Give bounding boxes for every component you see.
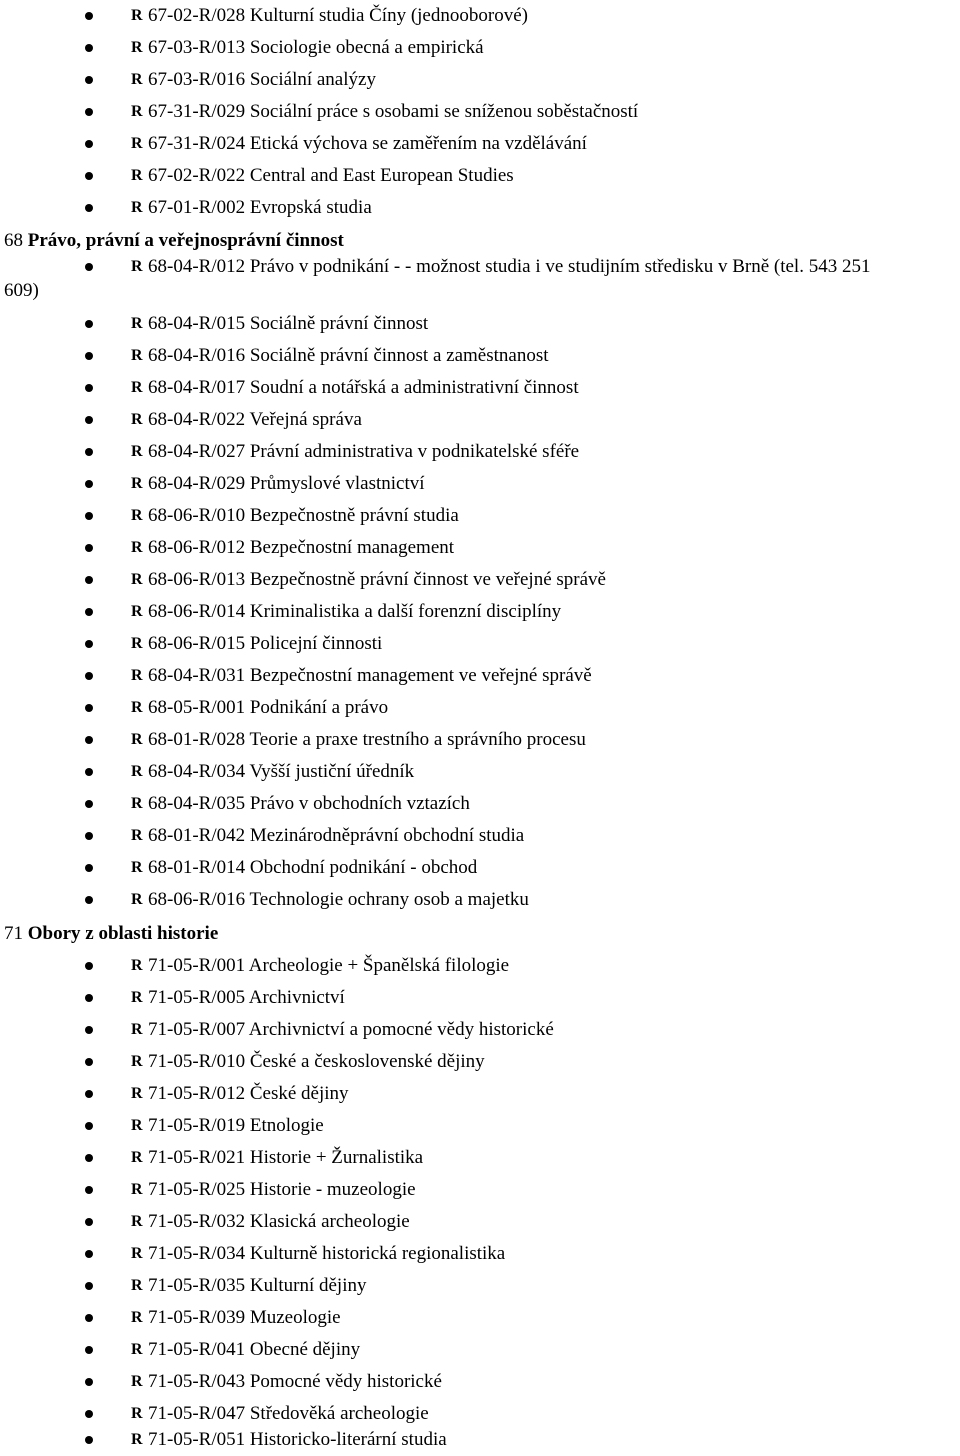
- bullet-icon: [85, 704, 93, 712]
- list-item: [0, 436, 960, 468]
- bullet-icon: [85, 320, 93, 328]
- bullet-icon: [85, 736, 93, 744]
- item-prefix: R: [131, 1149, 143, 1166]
- item-prefix: R: [131, 1213, 143, 1230]
- bullet-icon: [85, 384, 93, 392]
- item-text: 71-05-R/035 Kulturní dějiny: [148, 1275, 367, 1296]
- bullet-icon: [85, 864, 93, 872]
- list-item: [0, 982, 960, 1014]
- bullet-icon: [85, 204, 93, 212]
- item-text: 67-31-R/029 Sociální práce s osobami se sníženou soběstačností: [148, 101, 639, 122]
- list-item: [0, 724, 960, 756]
- item-prefix: R: [131, 603, 143, 620]
- list-item: [0, 788, 960, 820]
- item-prefix: R: [131, 699, 143, 716]
- item-text: 68-05-R/001 Podnikání a právo: [148, 697, 389, 718]
- list-item: [0, 0, 960, 32]
- item-prefix: R: [131, 1245, 143, 1262]
- list-item: [0, 468, 960, 500]
- bullet-icon: [85, 1436, 93, 1444]
- list-item: [0, 1366, 960, 1398]
- bullet-icon: [85, 640, 93, 648]
- item-text: 71-05-R/041 Obecné dějiny: [148, 1339, 361, 1360]
- item-prefix: R: [131, 315, 143, 332]
- list-item: [0, 1014, 960, 1046]
- bullet-icon: [85, 768, 93, 776]
- item-text: 71-05-R/010 České a československé dějiny: [148, 1051, 485, 1072]
- bullet-icon: [85, 994, 93, 1002]
- list-item: [0, 1302, 960, 1334]
- list-item: [0, 1078, 960, 1110]
- bullet-icon: [85, 172, 93, 180]
- list-item: [0, 596, 960, 628]
- item-text: 68-04-R/017 Soudní a notářská a administrativní činnost: [148, 377, 579, 398]
- item-prefix: R: [131, 135, 143, 152]
- item-prefix: R: [131, 475, 143, 492]
- list-item: [0, 500, 960, 532]
- item-text: 71-05-R/005 Archivnictví: [148, 987, 345, 1008]
- item-text: 68-06-R/015 Policejní činnosti: [148, 633, 383, 654]
- item-prefix: R: [131, 827, 143, 844]
- item-text: 68-04-R/015 Sociálně právní činnost: [148, 313, 429, 334]
- item-prefix: R: [131, 1341, 143, 1358]
- item-prefix: R: [131, 1277, 143, 1294]
- item-prefix: R: [131, 379, 143, 396]
- item-prefix: R: [131, 103, 143, 120]
- item-prefix: R: [131, 1021, 143, 1038]
- bullet-icon: [85, 1282, 93, 1290]
- item-prefix: R: [131, 1181, 143, 1198]
- list-item: [0, 852, 960, 884]
- item-prefix: R: [131, 1117, 143, 1134]
- bullet-icon: [85, 140, 93, 148]
- bullet-icon: [85, 44, 93, 52]
- bullet-icon: [85, 608, 93, 616]
- item-prefix: R: [131, 859, 143, 876]
- bullet-icon: [85, 1186, 93, 1194]
- bullet-icon: [85, 672, 93, 680]
- item-text: 68-06-R/014 Kriminalistika a další forenzní disciplíny: [148, 601, 562, 622]
- bullet-icon: [85, 512, 93, 520]
- section-title: Právo, právní a veřejnosprávní činnost: [27, 230, 344, 251]
- bullet-icon: [85, 1058, 93, 1066]
- item-text: 68-04-R/035 Právo v obchodních vztazích: [148, 793, 470, 814]
- item-text: 67-02-R/022 Central and East European Studies: [148, 165, 514, 186]
- list-item: [0, 372, 960, 404]
- item-text: 68-01-R/042 Mezinárodněprávní obchodní studia: [148, 825, 525, 846]
- list-item: [0, 1270, 960, 1302]
- list-item: [0, 756, 960, 788]
- item-text: 67-03-R/013 Sociologie obecná a empirická: [148, 37, 484, 58]
- item-prefix: R: [131, 258, 143, 275]
- list-item: [0, 628, 960, 660]
- item-prefix: R: [131, 763, 143, 780]
- bullet-icon: [85, 1026, 93, 1034]
- item-text: 68-04-R/034 Vyšší justiční úředník: [148, 761, 415, 782]
- item-text: 71-05-R/047 Středověká archeologie: [148, 1403, 429, 1424]
- item-prefix: R: [131, 731, 143, 748]
- item-prefix: R: [131, 1309, 143, 1326]
- item-text: 68-01-R/028 Teorie a praxe trestního a správního procesu: [148, 729, 586, 750]
- item-prefix: R: [131, 989, 143, 1006]
- bullet-icon: [85, 12, 93, 20]
- item-prefix: R: [131, 443, 143, 460]
- item-text: 71-05-R/012 České dějiny: [148, 1083, 349, 1104]
- list-item: [0, 64, 960, 96]
- item-text: 71-05-R/019 Etnologie: [148, 1115, 324, 1136]
- item-text: 68-06-R/013 Bezpečnostně právní činnost ve veřejné správě: [148, 569, 606, 590]
- bullet-icon: [85, 108, 93, 116]
- item-prefix: R: [131, 1431, 143, 1448]
- item-text: 68-04-R/016 Sociálně právní činnost a zaměstnanost: [148, 345, 549, 366]
- item-text: 71-05-R/039 Muzeologie: [148, 1307, 341, 1328]
- list-item: [0, 1174, 960, 1206]
- item-text: 67-02-R/028 Kulturní studia Číny (jednooborové): [148, 5, 528, 26]
- item-text: 71-05-R/051 Historicko-literární studia: [148, 1429, 447, 1450]
- item-text: 68-04-R/031 Bezpečnostní management ve veřejné správě: [148, 665, 592, 686]
- item-prefix: R: [131, 1405, 143, 1422]
- item-prefix: R: [131, 667, 143, 684]
- bullet-icon: [85, 1346, 93, 1354]
- list-item: [0, 884, 960, 916]
- bullet-icon: [85, 832, 93, 840]
- item-text: 71-05-R/034 Kulturně historická regionalistika: [148, 1243, 506, 1264]
- item-text: 67-31-R/024 Etická výchova se zaměřením na vzdělávání: [148, 133, 587, 154]
- list-item: [0, 532, 960, 564]
- bullet-icon: [85, 1154, 93, 1162]
- item-text-continued: 609): [4, 280, 39, 301]
- list-item: [0, 1206, 960, 1238]
- bullet-icon: [85, 962, 93, 970]
- list-item: [0, 160, 960, 192]
- item-text: 71-05-R/025 Historie - muzeologie: [148, 1179, 416, 1200]
- bullet-icon: [85, 416, 93, 424]
- list-item: [0, 692, 960, 724]
- bullet-icon: [85, 576, 93, 584]
- bullet-icon: [85, 544, 93, 552]
- bullet-icon: [85, 1378, 93, 1386]
- item-text: 68-04-R/029 Průmyslové vlastnictví: [148, 473, 425, 494]
- list-item: [0, 660, 960, 692]
- list-item: [0, 1424, 960, 1456]
- item-text: 71-05-R/032 Klasická archeologie: [148, 1211, 410, 1232]
- item-prefix: R: [131, 891, 143, 908]
- item-prefix: R: [131, 507, 143, 524]
- item-prefix: R: [131, 1085, 143, 1102]
- section-number: 71: [4, 923, 23, 944]
- item-text: 68-06-R/010 Bezpečnostně právní studia: [148, 505, 459, 526]
- item-text: 68-06-R/012 Bezpečnostní management: [148, 537, 455, 558]
- list-item: [0, 1334, 960, 1366]
- bullet-icon: [85, 896, 93, 904]
- bullet-icon: [85, 800, 93, 808]
- list-item: [0, 950, 960, 982]
- item-text: 68-04-R/012 Právo v podnikání - - možnost studia i ve studijním středisku v Brně (tel. 543 251: [148, 256, 871, 277]
- item-prefix: R: [131, 539, 143, 556]
- list-item: [0, 404, 960, 436]
- bullet-icon: [85, 480, 93, 488]
- item-prefix: R: [131, 635, 143, 652]
- list-item: [0, 820, 960, 852]
- list-item: [0, 96, 960, 128]
- item-prefix: R: [131, 795, 143, 812]
- list-item: [0, 340, 960, 372]
- item-prefix: R: [131, 1373, 143, 1390]
- bullet-icon: [85, 448, 93, 456]
- item-prefix: R: [131, 347, 143, 364]
- item-text: 68-06-R/016 Technologie ochrany osob a majetku: [148, 889, 529, 910]
- bullet-icon: [85, 1250, 93, 1258]
- item-text: 67-03-R/016 Sociální analýzy: [148, 69, 376, 90]
- section-heading-71: [4, 918, 218, 950]
- bullet-icon: [85, 1122, 93, 1130]
- list-item: [0, 1238, 960, 1270]
- list-item: [0, 1110, 960, 1142]
- item-prefix: R: [131, 39, 143, 56]
- item-text: 68-04-R/027 Právní administrativa v podnikatelské sféře: [148, 441, 580, 462]
- bullet-icon: [85, 1410, 93, 1418]
- bullet-icon: [85, 1090, 93, 1098]
- item-prefix: R: [131, 1053, 143, 1070]
- bullet-icon: [85, 352, 93, 360]
- item-prefix: R: [131, 7, 143, 24]
- item-text: 67-01-R/002 Evropská studia: [148, 197, 372, 218]
- bullet-icon: [85, 1314, 93, 1322]
- item-text: 71-05-R/007 Archivnictví a pomocné vědy historické: [148, 1019, 554, 1040]
- bullet-icon: [85, 263, 93, 271]
- list-item: [0, 1142, 960, 1174]
- section-title: Obory z oblasti historie: [27, 923, 219, 944]
- item-text: 71-05-R/043 Pomocné vědy historické: [148, 1371, 442, 1392]
- item-prefix: R: [131, 411, 143, 428]
- section-number: 68: [4, 230, 23, 251]
- list-item: [0, 32, 960, 64]
- item-text: 71-05-R/001 Archeologie + Španělská filologie: [148, 955, 510, 976]
- item-prefix: R: [131, 199, 143, 216]
- item-text: 68-01-R/014 Obchodní podnikání - obchod: [148, 857, 478, 878]
- item-prefix: R: [131, 71, 143, 88]
- list-item: [0, 564, 960, 596]
- list-item: [0, 251, 960, 283]
- item-prefix: R: [131, 167, 143, 184]
- item-prefix: R: [131, 957, 143, 974]
- list-item: [0, 128, 960, 160]
- bullet-icon: [85, 76, 93, 84]
- item-text: 68-04-R/022 Veřejná správa: [148, 409, 362, 430]
- list-item: [0, 192, 960, 224]
- bullet-icon: [85, 1218, 93, 1226]
- list-item: [0, 1046, 960, 1078]
- list-item: [0, 308, 960, 340]
- item-text: 71-05-R/021 Historie + Žurnalistika: [148, 1147, 424, 1168]
- item-prefix: R: [131, 571, 143, 588]
